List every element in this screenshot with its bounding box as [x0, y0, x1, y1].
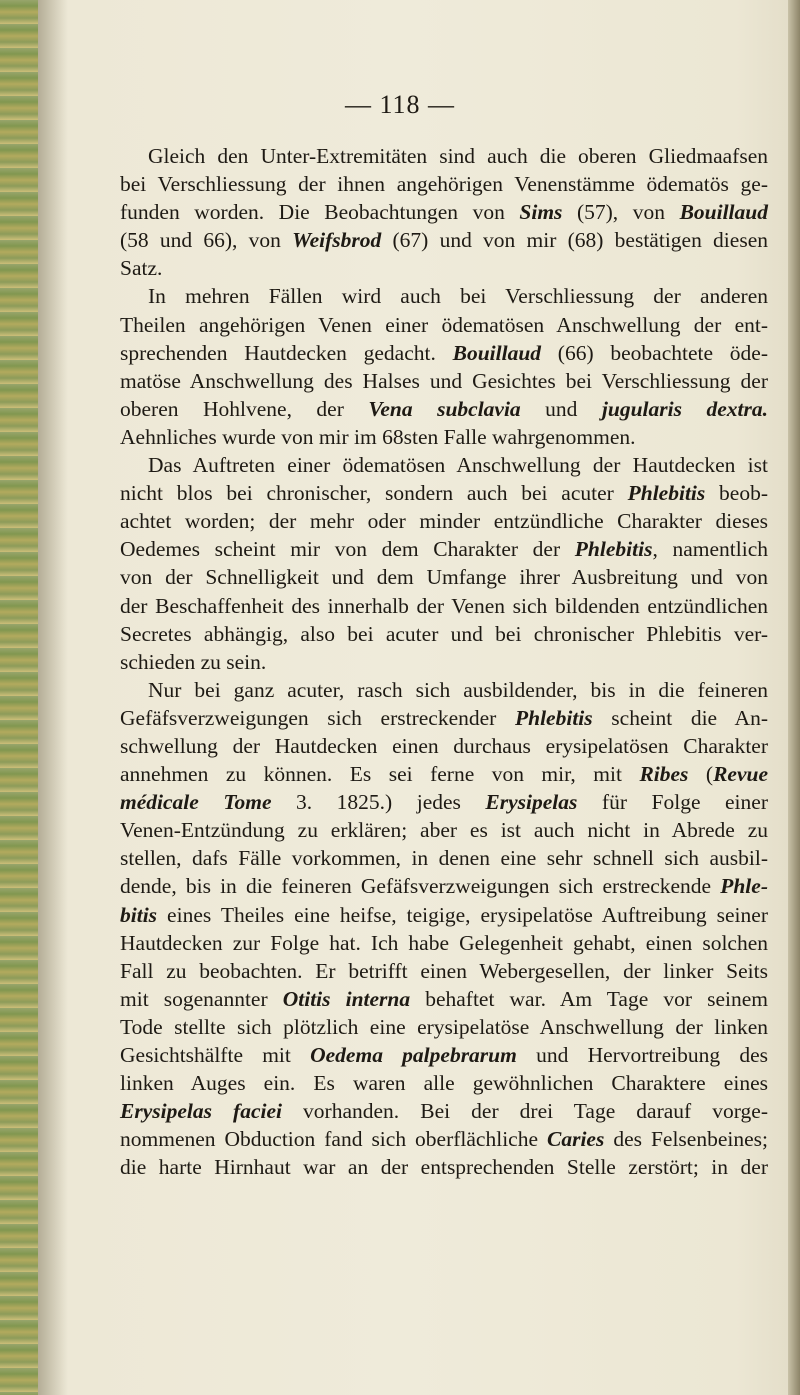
text-segment: Gleich den Unter-Extremitäten sind auch die oberen Gliedmaafsen: [148, 144, 768, 168]
text-line: [120, 1013, 768, 1041]
italic-term: bitis: [120, 902, 158, 927]
text-segment: achtet worden; der mehr oder minder entzündliche Charakter dieses: [120, 509, 768, 534]
italic-term: Vena subclavia: [368, 396, 521, 421]
text-line: [120, 395, 768, 423]
text-line: [120, 901, 768, 929]
italic-term: Ribes: [639, 762, 689, 787]
italic-term: Sims: [519, 200, 563, 225]
text-segment: beob-: [705, 481, 769, 506]
body-text: [120, 142, 768, 1181]
text-line: [120, 1153, 768, 1181]
italic-term: Caries: [547, 1127, 605, 1152]
text-line: [120, 844, 768, 872]
italic-term: Phlebitis: [514, 705, 593, 730]
text-segment: Nur bei ganz acuter, rasch sich ausbildender, bis in die feineren: [148, 677, 768, 702]
text-line: [120, 226, 768, 254]
italic-term: Oedema palpebrarum: [310, 1043, 517, 1067]
text-line: [120, 1097, 768, 1125]
italic-term: Bouillaud: [452, 340, 542, 365]
text-line: [120, 535, 768, 563]
page-number: — 118 —: [344, 90, 456, 119]
italic-term: médicale Tome: [120, 790, 272, 815]
text-line: [120, 620, 768, 648]
book-binding-edge: [0, 0, 38, 1395]
text-segment: Venen-Entzündung zu erklären; aber es ist auch nicht in Abrede zu: [120, 818, 768, 843]
text-line: [120, 507, 768, 535]
text-segment: nommenen Obduction fand sich oberflächliche: [120, 1127, 547, 1152]
text-line: [120, 451, 768, 479]
text-segment: die harte Hirnhaut war an der entsprechenden Stelle zerstört; in der: [120, 1155, 768, 1180]
text-segment: nicht blos bei chronischer, sondern auch bei acuter: [120, 481, 628, 506]
text-segment: mit sogenannter: [120, 986, 283, 1011]
text-segment: behaftet war. Am Tage vor seinem: [410, 986, 768, 1011]
text-segment: eines Theiles eine heifse, teigige, erysipelatöse Auftreibung seiner: [157, 902, 768, 927]
italic-term: Erysipelas: [485, 790, 578, 815]
text-segment: Gesichtshälfte mit: [120, 1043, 311, 1067]
text-segment: Hautdecken zur Folge hat. Ich habe Gelegenheit gehabt, einen solchen: [120, 930, 768, 955]
text-segment: Fall zu beobachten. Er betrifft einen Webergesellen, der linker Seits: [120, 958, 768, 983]
text-segment: (66) beobachtete öde-: [541, 340, 768, 365]
text-segment: annehmen zu können. Es sei ferne von mir, mit: [120, 762, 640, 787]
text-segment: bei Verschliessung der ihnen angehörigen Venenstämme ödematös ge-: [120, 172, 768, 197]
text-line: [120, 423, 768, 451]
text-segment: (67) und von mir (68) bestätigen diesen: [381, 228, 768, 253]
text-line: [120, 311, 768, 339]
text-line: [120, 816, 768, 844]
text-line: [120, 788, 768, 816]
text-segment: Aehnliches wurde von mir im 68sten Falle wahrgenommen.: [120, 424, 636, 449]
text-segment: linken Auges ein. Es waren alle gewöhnlichen Charaktere eines: [120, 1071, 768, 1096]
text-line: [120, 254, 768, 282]
text-segment: (: [688, 762, 714, 787]
text-segment: oberen Hohlvene, der: [120, 396, 369, 421]
text-segment: und Hervortreibung des: [516, 1043, 768, 1067]
italic-term: jugularis dextra.: [601, 396, 768, 421]
italic-term: Weifsbrod: [292, 228, 382, 253]
text-line: [120, 704, 768, 732]
text-line: [120, 929, 768, 957]
text-line: [120, 1041, 768, 1069]
text-line: [120, 198, 768, 226]
italic-term: Revue: [713, 762, 768, 787]
text-line: [120, 1069, 768, 1097]
italic-term: Phlebitis: [574, 537, 653, 562]
text-segment: , namentlich: [652, 537, 769, 562]
italic-term: Bouillaud: [679, 200, 768, 225]
text-segment: des Felsenbeines;: [604, 1127, 768, 1152]
text-segment: sprechenden Hautdecken gedacht.: [120, 340, 453, 365]
text-segment: 3. 1825.) jedes: [271, 790, 486, 815]
text-segment: schieden zu sein.: [120, 649, 267, 674]
text-segment: (58 und 66), von: [120, 228, 293, 253]
text-segment: In mehren Fällen wird auch bei Verschliessung der anderen: [148, 284, 768, 309]
text-line: [120, 872, 768, 900]
text-line: [120, 985, 768, 1013]
text-segment: Secretes abhängig, also bei acuter und bei chronischer Phlebitis ver-: [120, 621, 768, 646]
text-line: [120, 732, 768, 760]
text-segment: stellen, dafs Fälle vorkommen, in denen eine sehr schnell sich ausbil-: [120, 846, 768, 871]
text-segment: matöse Anschwellung des Halses und Gesichtes bei Verschliessung der: [120, 368, 768, 393]
text-line: [120, 592, 768, 620]
text-segment: für Folge einer: [577, 790, 768, 815]
page-edge: [788, 0, 800, 1395]
text-segment: Oedemes scheint mir von dem Charakter der: [120, 537, 575, 562]
text-segment: der Beschaffenheit des innerhalb der Venen sich bildenden entzündlichen: [120, 593, 768, 618]
gutter-shadow: [38, 0, 68, 1395]
text-segment: Theilen angehörigen Venen einer ödematösen Anschwellung der ent-: [120, 312, 768, 337]
text-segment: Tode stellte sich plötzlich eine erysipelatöse Anschwellung der linken: [120, 1014, 768, 1039]
text-segment: funden worden. Die Beobachtungen von: [120, 200, 520, 225]
text-line: [120, 676, 768, 704]
text-segment: von der Schnelligkeit und dem Umfange ihrer Ausbreitung und von: [120, 565, 768, 590]
text-segment: (57), von: [562, 200, 680, 225]
text-line: [120, 170, 768, 198]
text-segment: und: [520, 396, 602, 421]
text-line: [120, 282, 768, 310]
text-line: [120, 760, 768, 788]
text-segment: scheint die An-: [592, 705, 768, 730]
text-line: [120, 339, 768, 367]
text-segment: Gefäfsverzweigungen sich erstreckender: [120, 705, 515, 730]
text-segment: vorhanden. Bei der drei Tage darauf vorge-: [281, 1099, 768, 1124]
text-segment: schwellung der Hautdecken einen durchaus erysipelatösen Charakter: [120, 733, 768, 758]
italic-term: Phlebitis: [627, 481, 706, 506]
text-segment: Satz.: [120, 256, 163, 281]
text-line: [120, 479, 768, 507]
text-line: [120, 648, 768, 676]
text-segment: dende, bis in die feineren Gefäfsverzweigungen sich erstreckende: [120, 874, 721, 899]
italic-term: Otitis interna: [282, 986, 411, 1011]
text-line: [120, 367, 768, 395]
text-line: [120, 957, 768, 985]
text-line: [120, 142, 768, 170]
text-segment: Das Auftreten einer ödematösen Anschwellung der Hautdecken ist: [148, 453, 768, 478]
text-line: [120, 563, 768, 591]
italic-term: Phle-: [720, 874, 768, 899]
text-line: [120, 1125, 768, 1153]
italic-term: Erysipelas faciei: [120, 1099, 282, 1124]
